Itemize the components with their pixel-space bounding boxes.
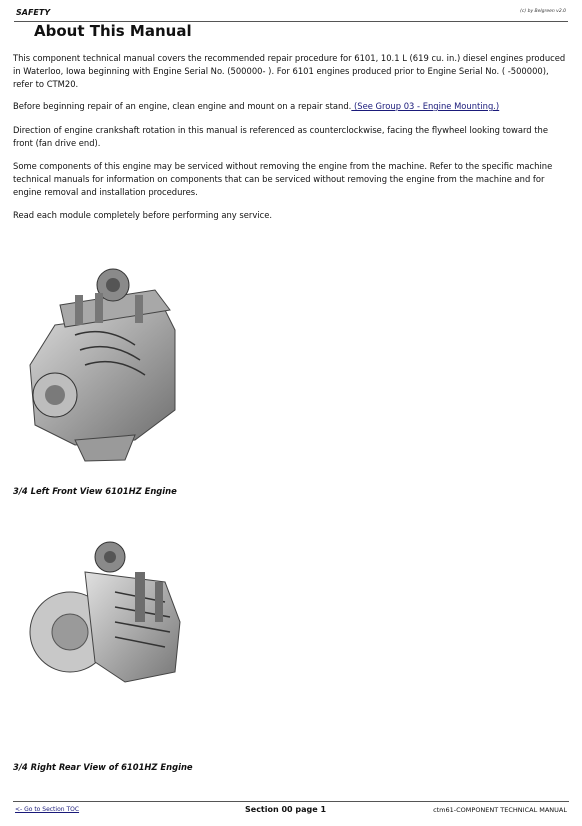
- rotation-paragraph: Direction of engine crankshaft rotation in this manual is referenced as counterclockwise, facing the flywheel looking toward the front (fan drive end).: [13, 125, 548, 148]
- section-tag: SAFETY: [16, 8, 51, 17]
- figure-1-caption: 3/4 Left Front View 6101HZ Engine: [13, 486, 177, 496]
- read-module-paragraph: Read each module completely before performing any service.: [13, 210, 273, 220]
- engine-left-front-image: [15, 255, 190, 465]
- figure-2-caption: 3/4 Right Rear View of 6101HZ Engine: [13, 762, 193, 772]
- engine-mounting-link[interactable]: (See Group 03 - Engine Mounting.): [351, 101, 500, 111]
- manual-title: ctm61-COMPONENT TECHNICAL MANUAL: [433, 806, 567, 814]
- page-number: Section 00 page 1: [245, 805, 327, 814]
- service-paragraph: Some components of this engine may be serviced without removing the engine from the machine. Refer to the specific machine technical manuals for information on components that can be serviced without removing the engine from the machine and for engine removal and installation procedures.: [13, 161, 553, 197]
- repair-stand-paragraph: [13, 100, 569, 113]
- page-title: About This Manual: [34, 22, 192, 40]
- engine-right-rear-image: [15, 512, 193, 694]
- copyright-note: (c) by Belgreen v2.0: [520, 9, 566, 14]
- section-toc-link[interactable]: <- Go to Section TOC: [15, 806, 80, 813]
- intro-paragraph: This component technical manual covers the recommended repair procedure for 6101, 10.1 L (619 cu. in.) diesel engines produced in Waterloo, Iowa beginning with Engine Serial No. (500000- ). For 6101 engines produced prior to Engine Serial No. ( -500000), refer to CTM20.: [13, 53, 566, 89]
- engine-right-rear-drawing: [15, 512, 193, 694]
- engine-left-front-drawing: [15, 255, 190, 465]
- page-footer: [13, 801, 569, 818]
- page-header: [14, 7, 568, 22]
- repair-stand-text: Before beginning repair of an engine, clean engine and mount on a repair stand.: [13, 101, 352, 111]
